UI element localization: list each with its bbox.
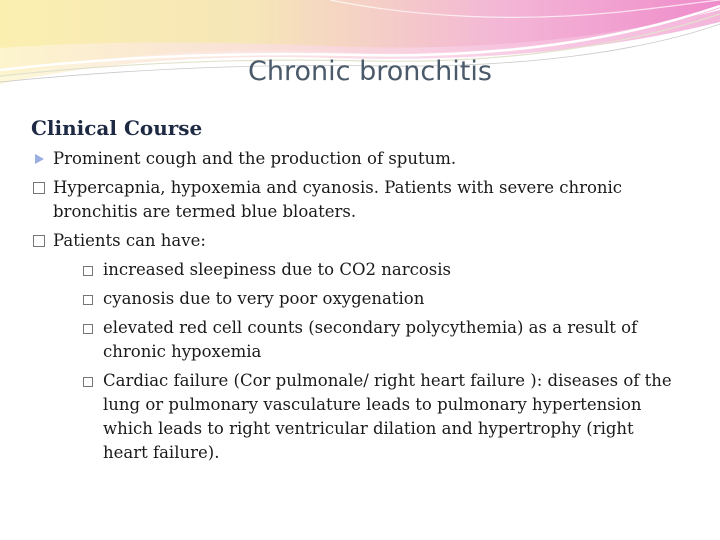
box-bullet-icon (83, 295, 93, 305)
section-heading: Clinical Course (31, 116, 203, 140)
box-bullet-icon (83, 377, 93, 387)
slide-title: Chronic bronchitis (248, 56, 492, 87)
box-bullet-icon (33, 235, 45, 247)
sub-bullet-text: lung or pulmonary vasculature leads to pulmonary hypertension (103, 395, 642, 414)
box-bullet-icon (33, 182, 45, 194)
sub-bullet-text: cyanosis due to very poor oxygenation (103, 289, 425, 308)
sub-bullet-continuation (31, 393, 701, 417)
bullet-text: Prominent cough and the production of sputum. (53, 149, 457, 168)
sub-bullet-continuation (31, 340, 701, 364)
sub-bullet-text: increased sleepiness due to CO2 narcosis (103, 260, 451, 279)
bullet-text: Hypercapnia, hypoxemia and cyanosis. Patients with severe chronic (53, 178, 623, 197)
bullet-item (31, 176, 701, 200)
bullet-text: bronchitis are termed blue bloaters. (53, 202, 357, 221)
arrow-bullet-icon (35, 154, 44, 164)
sub-bullet-continuation (31, 417, 701, 441)
bullet-text: Patients can have: (53, 231, 206, 250)
sub-bullet-text: elevated red cell counts (secondary polycythemia) as a result of (103, 318, 638, 337)
sub-bullet-text: chronic hypoxemia (103, 342, 262, 361)
slide-body (31, 147, 701, 465)
sub-bullet-item (31, 316, 701, 340)
sub-bullet-item (31, 369, 701, 393)
bullet-item (31, 229, 701, 253)
box-bullet-icon (83, 266, 93, 276)
sub-bullet-text: heart failure). (103, 443, 220, 462)
bullet-item (31, 147, 701, 171)
sub-bullet-item (31, 287, 701, 311)
sub-bullet-continuation (31, 441, 701, 465)
sub-bullet-item (31, 258, 701, 282)
sub-bullet-text: which leads to right ventricular dilation and hypertrophy (right (103, 419, 634, 438)
bullet-continuation (31, 200, 701, 224)
box-bullet-icon (83, 324, 93, 334)
sub-bullet-text: Cardiac failure (Cor pulmonale/ right heart failure ): diseases of the (103, 371, 672, 390)
